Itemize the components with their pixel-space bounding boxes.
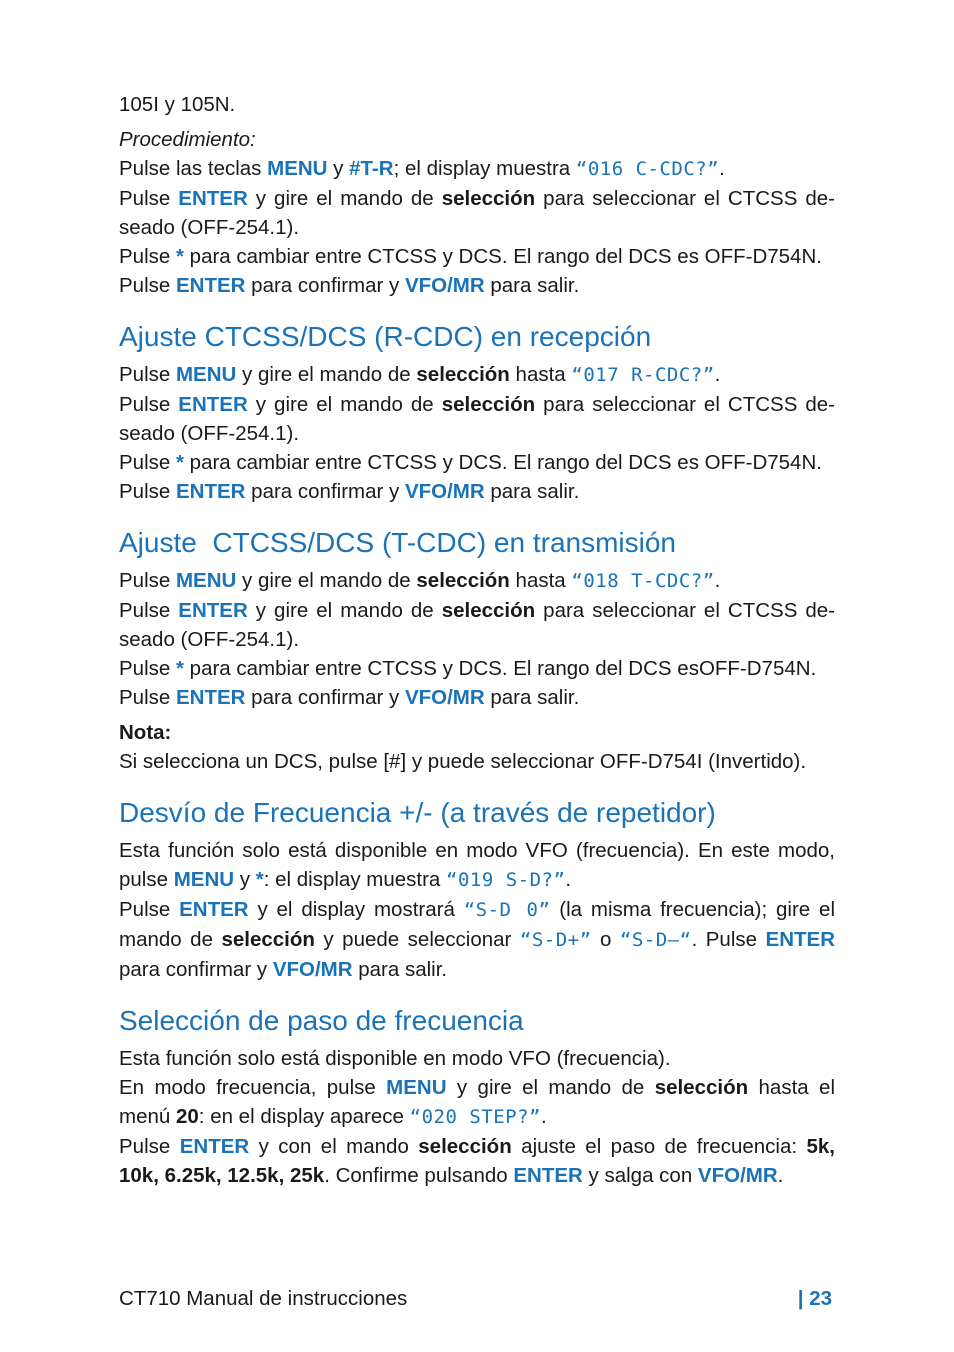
menu-key: MENU [173,868,235,891]
lcd-text: “S-D–“ [619,929,692,951]
vfo-mr-key: VFO/MR [272,958,353,981]
enter-key: ENTER [179,898,249,921]
intro-step-2: Pulse ENTER y gire el mando de selección para seleccionar el CTCSS de-seado (OFF-254.1). [119,187,836,239]
lcd-text: “S-D+” [519,929,592,951]
intro-line: 105I y 105N. [119,93,236,116]
vfo-mr-key: VFO/MR [697,1164,778,1187]
enter-key: ENTER [175,686,246,709]
vfo-mr-key: VFO/MR [404,480,485,503]
lcd-text: “017 R-CDC?” [571,364,715,386]
enter-key: ENTER [175,274,246,297]
menu-key: MENU [175,569,237,592]
t-cdc-step-1: Pulse MENU y gire el mando de selección hasta “018 T-CDC?”. [119,569,721,592]
section-title-step: Selección de paso de frecuencia [119,1005,524,1036]
section-title-offset: Desvío de Frecuencia +/- (a través de repetidor) [119,797,716,828]
footer-manual-title: CT710 Manual de instrucciones [119,1287,408,1310]
section-title-t-cdc: Ajuste CTCSS/DCS (T-CDC) en transmisión [119,527,677,558]
r-cdc-step-4: Pulse ENTER para confirmar y VFO/MR para salir. [119,480,580,503]
step-line-1: Esta función solo está disponible en modo VFO (frecuencia). [119,1047,671,1070]
vfo-mr-key: VFO/MR [404,686,485,709]
page-content [119,90,835,1190]
offset-para-1: Esta función solo está disponible en modo VFO (frecuencia). En este modo, pulse MENU y *: el display muestra “019 S-D?”. [119,839,835,891]
r-cdc-step-2: Pulse ENTER y gire el mando de selección para seleccionar el CTCSS de-seado (OFF-254.1). [119,393,836,445]
t-cdc-step-2: Pulse ENTER y gire el mando de selección para seleccionar el CTCSS de-seado (OFF-254.1). [119,599,836,651]
enter-key: ENTER [178,393,248,416]
r-cdc-step-1: Pulse MENU y gire el mando de selección hasta “017 R-CDC?”. [119,363,721,386]
menu-key: MENU [267,157,328,180]
enter-key: ENTER [179,1135,250,1158]
t-cdc-step-3: Pulse * para cambiar entre CTCSS y DCS. El rango del DCS esOFF-D754N. [119,657,817,680]
lcd-text: “018 T-CDC?” [571,570,715,592]
intro-step-3: Pulse * para cambiar entre CTCSS y DCS. El rango del DCS es OFF-D754N. [119,245,822,268]
section-title-r-cdc: Ajuste CTCSS/DCS (R-CDC) en recepción [119,321,652,352]
offset-para-2: Pulse ENTER y el display mostrará “S-D 0” (la misma frecuencia); gire el mando de selección y puede seleccionar “S-D+” o “S-D–“. Pulse ENTER para confirmar y VFO/MR para salir. [119,898,836,981]
star-key: * [175,657,184,680]
note-label: Nota: [119,721,172,744]
t-cdc-step-4: Pulse ENTER para confirmar y VFO/MR para salir. [119,686,580,709]
star-key: * [255,868,264,891]
enter-key: ENTER [175,480,246,503]
star-key: * [175,451,184,474]
tr-key: #T-R [349,157,394,180]
r-cdc-step-3: Pulse * para cambiar entre CTCSS y DCS. El rango del DCS es OFF-D754N. [119,451,822,474]
lcd-text: “016 C-CDC?” [575,158,720,180]
menu-key: MENU [386,1076,447,1099]
step-para-3: Pulse ENTER y con el mando selección ajuste el paso de frecuencia: 5k, 10k, 6.25k, 12.5k, 25k. Confirme pulsando ENTER y salga con VFO/MR. [119,1135,835,1187]
procedure-label: Procedimiento: [119,128,256,151]
intro-step-4: Pulse ENTER para confirmar y VFO/MR para salir. [119,274,580,297]
note-text: Si selecciona un DCS, pulse [#] y puede seleccionar OFF-D754I (Invertido). [119,750,807,773]
step-para-2: En modo frecuencia, pulse MENU y gire el mando de selección hasta el menú 20: en el display aparece “020 STEP?”. [119,1076,836,1128]
vfo-mr-key: VFO/MR [404,274,485,297]
lcd-text: “020 STEP?” [409,1106,541,1128]
enter-key: ENTER [178,187,248,210]
lcd-text: “019 S-D?” [446,869,566,891]
footer-page-number: | 23 [797,1287,832,1310]
enter-key: ENTER [513,1164,583,1187]
intro-step-1: Pulse las teclas MENU y #T-R; el display muestra “016 C-CDC?”. [119,157,725,180]
enter-key: ENTER [765,928,836,951]
star-key: * [175,245,184,268]
menu-key: MENU [175,363,237,386]
enter-key: ENTER [178,599,248,622]
lcd-text: “S-D 0” [463,899,551,921]
